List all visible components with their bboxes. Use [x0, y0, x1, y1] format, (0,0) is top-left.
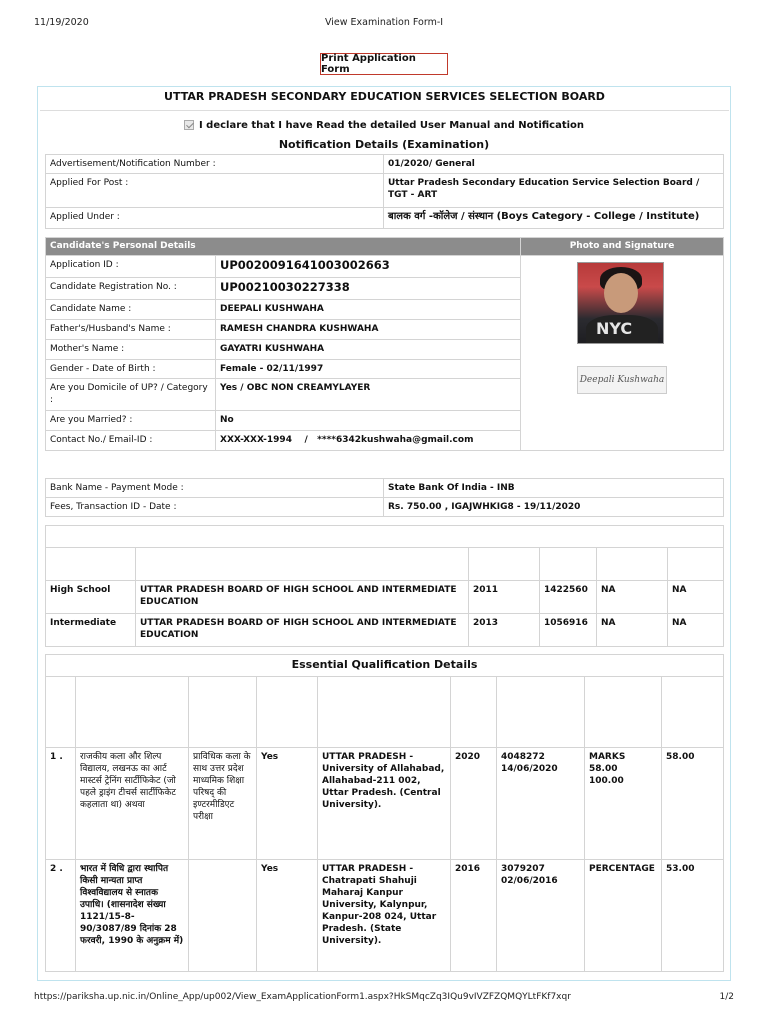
domicile-category: Yes / OBC NON CREAMYLAYER — [216, 379, 521, 411]
personal-label: Candidate Name : — [46, 300, 216, 320]
qualification-name: राजकीय कला और शिल्प विद्यालय, लखनऊ का आर्ट मास्टर्स ट्रेनिंग सार्टीफिकेट (जो पहले ड्राइंग टीचर्स सार्टीफिकेट कहलाता था) अथवा — [76, 748, 189, 860]
qualification-date: 02/06/2016 — [501, 876, 558, 886]
essential-qualification-table — [45, 654, 724, 972]
payment-label: Bank Name - Payment Mode : — [46, 479, 384, 498]
notification-value: Uttar Pradesh Secondary Education Service Selection Board / TGT - ART — [384, 174, 724, 208]
personal-label: Mother's Name : — [46, 340, 216, 360]
print-header — [34, 17, 734, 31]
print-title: View Examination Form-I — [324, 17, 444, 28]
qualification-sn: 2 . — [46, 860, 76, 972]
personal-details-table — [45, 237, 724, 451]
print-date: 11/19/2020 — [34, 17, 89, 28]
qualification-status: Yes — [257, 860, 318, 972]
notification-label: Advertisement/Notification Number : — [46, 155, 384, 174]
education-col5: NA — [597, 614, 668, 647]
declaration-text: I declare that I have Read the detailed User Manual and Notification — [198, 119, 585, 131]
photo-signature-cell — [521, 256, 724, 451]
qualification-desc: प्राविधिक कला के साथ उत्तर प्रदेश माध्यमिक शिक्षा परिषद् की इण्टरमीडिएट परीक्षा — [189, 748, 257, 860]
essential-qualification-heading: Essential Qualification Details — [46, 655, 724, 677]
table-row — [46, 526, 724, 548]
personal-label: Application ID : — [46, 256, 216, 278]
married-status: No — [216, 411, 521, 431]
table-row — [46, 155, 724, 174]
table-row — [46, 498, 724, 517]
table-row — [46, 860, 724, 972]
qualification-sn: 1 . — [46, 748, 76, 860]
table-header-row — [46, 677, 724, 748]
page-number: 1/2 — [719, 992, 734, 1002]
education-level: High School — [46, 581, 136, 614]
education-col6: NA — [668, 614, 724, 647]
declaration — [0, 118, 768, 132]
marks-obtained: 58.00 — [589, 764, 618, 774]
marks-type: PERCENTAGE — [589, 864, 655, 874]
education-col5: NA — [597, 581, 668, 614]
qualification-university: UTTAR PRADESH - University of Allahabad, Allahabad-211 002, Uttar Pradesh. (Central University). — [318, 748, 451, 860]
personal-details-heading: Candidate's Personal Details — [46, 238, 521, 256]
payment-table — [45, 478, 724, 517]
registration-number: UP00210030227338 — [216, 278, 521, 300]
table-row — [46, 614, 724, 647]
table-row — [46, 256, 724, 278]
education-col6: NA — [668, 581, 724, 614]
table-header-row — [46, 238, 724, 256]
notification-table — [45, 154, 724, 229]
qualification-name: भारत में विधि द्वारा स्थापित किसी मान्यता प्राप्त विश्वविद्यालय से स्नातक उपाधि। (शासनादेश संख्या 1121/15-8-90/3087/89 दिनांक 28 फरवरी, 1990 के अनुक्रम में) — [76, 860, 189, 972]
table-row — [46, 581, 724, 614]
personal-label: Father's/Husband's Name : — [46, 320, 216, 340]
table-row — [46, 208, 724, 229]
table-row — [46, 748, 724, 860]
table-header-row — [46, 548, 724, 581]
personal-label: Are you Married? : — [46, 411, 216, 431]
education-year: 2011 — [469, 581, 540, 614]
qualification-status: Yes — [257, 748, 318, 860]
father-name: RAMESH CHANDRA KUSHWAHA — [216, 320, 521, 340]
education-board: UTTAR PRADESH BOARD OF HIGH SCHOOL AND INTERMEDIATE EDUCATION — [136, 614, 469, 647]
education-table — [45, 525, 724, 647]
education-roll: 1056916 — [540, 614, 597, 647]
print-application-button[interactable]: Print Application Form — [320, 53, 448, 75]
education-level: Intermediate — [46, 614, 136, 647]
payment-value: State Bank Of India - INB — [384, 479, 724, 498]
mother-name: GAYATRI KUSHWAHA — [216, 340, 521, 360]
page-url: https://pariksha.up.nic.in/Online_App/up002/View_ExamApplicationForm1.aspx?HkSMqcZq3IQu9vIVZFZQMQYLtFKf7xqr — [34, 992, 571, 1002]
qualification-roll-date — [497, 748, 585, 860]
qualification-marks — [585, 748, 662, 860]
qualification-year: 2016 — [451, 860, 497, 972]
qualification-roll: 3079207 — [501, 864, 545, 874]
qualification-roll-date — [497, 860, 585, 972]
payment-label: Fees, Transaction ID - Date : — [46, 498, 384, 517]
qualification-marks — [585, 860, 662, 972]
qualification-university: UTTAR PRADESH - Chatrapati Shahuji Maharaj Kanpur University, Kalynpur, Kanpur-208 024, Uttar Pradesh. (State University). — [318, 860, 451, 972]
qualification-percentage: 58.00 — [662, 748, 724, 860]
personal-label: Candidate Registration No. : — [46, 278, 216, 300]
notification-label: Applied For Post : — [46, 174, 384, 208]
personal-label: Are you Domicile of UP? / Category : — [46, 379, 216, 411]
candidate-signature: Deepali Kushwaha — [577, 366, 667, 394]
personal-label: Contact No./ Email-ID : — [46, 431, 216, 451]
contact-email: XXX-XXX-1994 / ****6342kushwaha@gmail.com — [216, 431, 521, 451]
education-roll: 1422560 — [540, 581, 597, 614]
declaration-checkbox[interactable] — [184, 120, 194, 130]
divider — [40, 110, 729, 111]
notification-heading: Notification Details (Examination) — [278, 138, 490, 151]
application-id: UP0020091641003002663 — [216, 256, 521, 278]
qualification-percentage: 53.00 — [662, 860, 724, 972]
payment-value: Rs. 750.00 , IGAJWHKIG8 - 19/11/2020 — [384, 498, 724, 517]
candidate-name: DEEPALI KUSHWAHA — [216, 300, 521, 320]
board-title: UTTAR PRADESH SECONDARY EDUCATION SERVICES SELECTION BOARD — [164, 90, 605, 103]
notification-value: 01/2020/ General — [384, 155, 724, 174]
candidate-photo — [577, 262, 664, 344]
notification-label: Applied Under : — [46, 208, 384, 229]
qualification-year: 2020 — [451, 748, 497, 860]
notification-value: बालक वर्ग -कॉलेज / संस्थान (Boys Category - College / Institute) — [384, 208, 724, 229]
qualification-desc — [189, 860, 257, 972]
photo-heading: Photo and Signature — [521, 238, 724, 256]
table-header-row — [46, 655, 724, 677]
gender-dob: Female - 02/11/1997 — [216, 360, 521, 379]
personal-label: Gender - Date of Birth : — [46, 360, 216, 379]
photo-shirt-text: NYC — [596, 319, 633, 338]
qualification-date: 14/06/2020 — [501, 764, 558, 774]
marks-max: 100.00 — [589, 776, 624, 786]
qualification-roll: 4048272 — [501, 752, 545, 762]
table-row — [46, 174, 724, 208]
table-row — [46, 479, 724, 498]
education-board: UTTAR PRADESH BOARD OF HIGH SCHOOL AND INTERMEDIATE EDUCATION — [136, 581, 469, 614]
marks-type: MARKS — [589, 752, 626, 762]
education-year: 2013 — [469, 614, 540, 647]
